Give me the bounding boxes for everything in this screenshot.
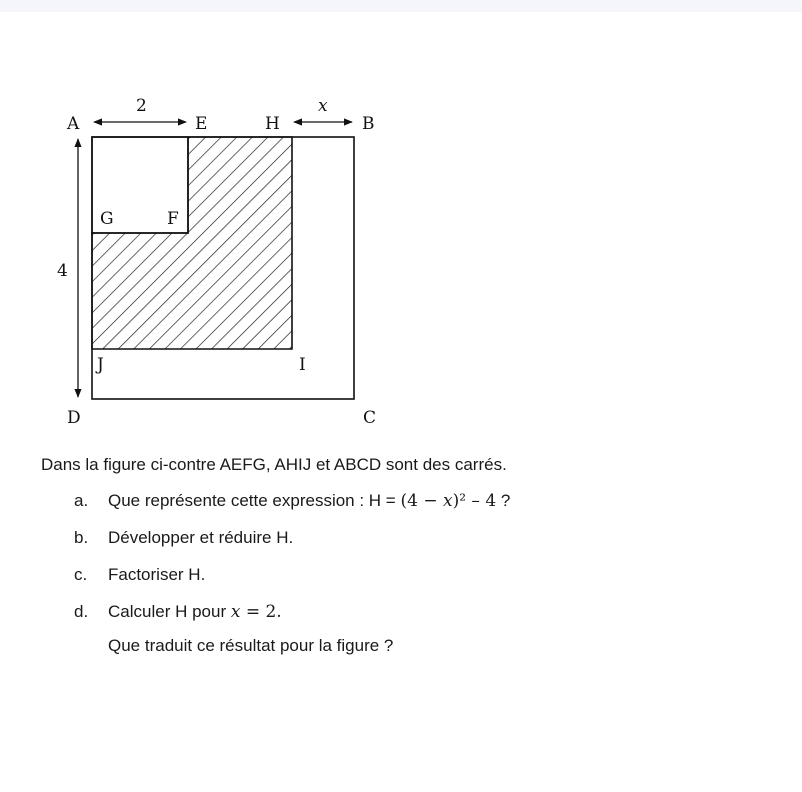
question-c	[74, 564, 781, 586]
geometry-figure	[0, 0, 420, 440]
question-letter: b.	[74, 528, 89, 547]
question-letter: d.	[74, 602, 89, 621]
label-a: A	[67, 114, 80, 134]
question-d-followup: Que traduit ce résultat pour la figure ?	[108, 636, 394, 655]
label-e: E	[195, 114, 208, 134]
label-j: J	[97, 355, 104, 375]
question-text: Que représente cette expression : H = (4 − x)² – 4 ?	[108, 491, 511, 511]
question-text: Factoriser H.	[108, 565, 206, 584]
question-list	[41, 490, 781, 623]
label-b: B	[362, 114, 375, 134]
label-g: G	[100, 209, 114, 229]
exercise-text	[41, 454, 781, 657]
label-x: x	[318, 96, 328, 116]
label-4: 4	[57, 261, 68, 281]
question-letter: c.	[74, 565, 88, 584]
label-h: H	[265, 114, 280, 134]
label-c: C	[363, 408, 377, 428]
label-d: D	[67, 408, 81, 428]
hatched-region	[92, 137, 292, 349]
question-text: Calculer H pour x = 2.	[108, 602, 282, 622]
question-text: Développer et réduire H.	[108, 528, 294, 547]
question-d	[74, 601, 781, 623]
question-b	[74, 527, 781, 549]
question-a	[74, 490, 781, 512]
label-f: F	[167, 209, 179, 229]
question-letter: a.	[74, 491, 89, 510]
intro-text: Dans la figure ci-contre AEFG, AHIJ et ABCD sont des carrés.	[41, 455, 507, 474]
label-2: 2	[136, 96, 147, 116]
label-i: I	[299, 355, 306, 375]
